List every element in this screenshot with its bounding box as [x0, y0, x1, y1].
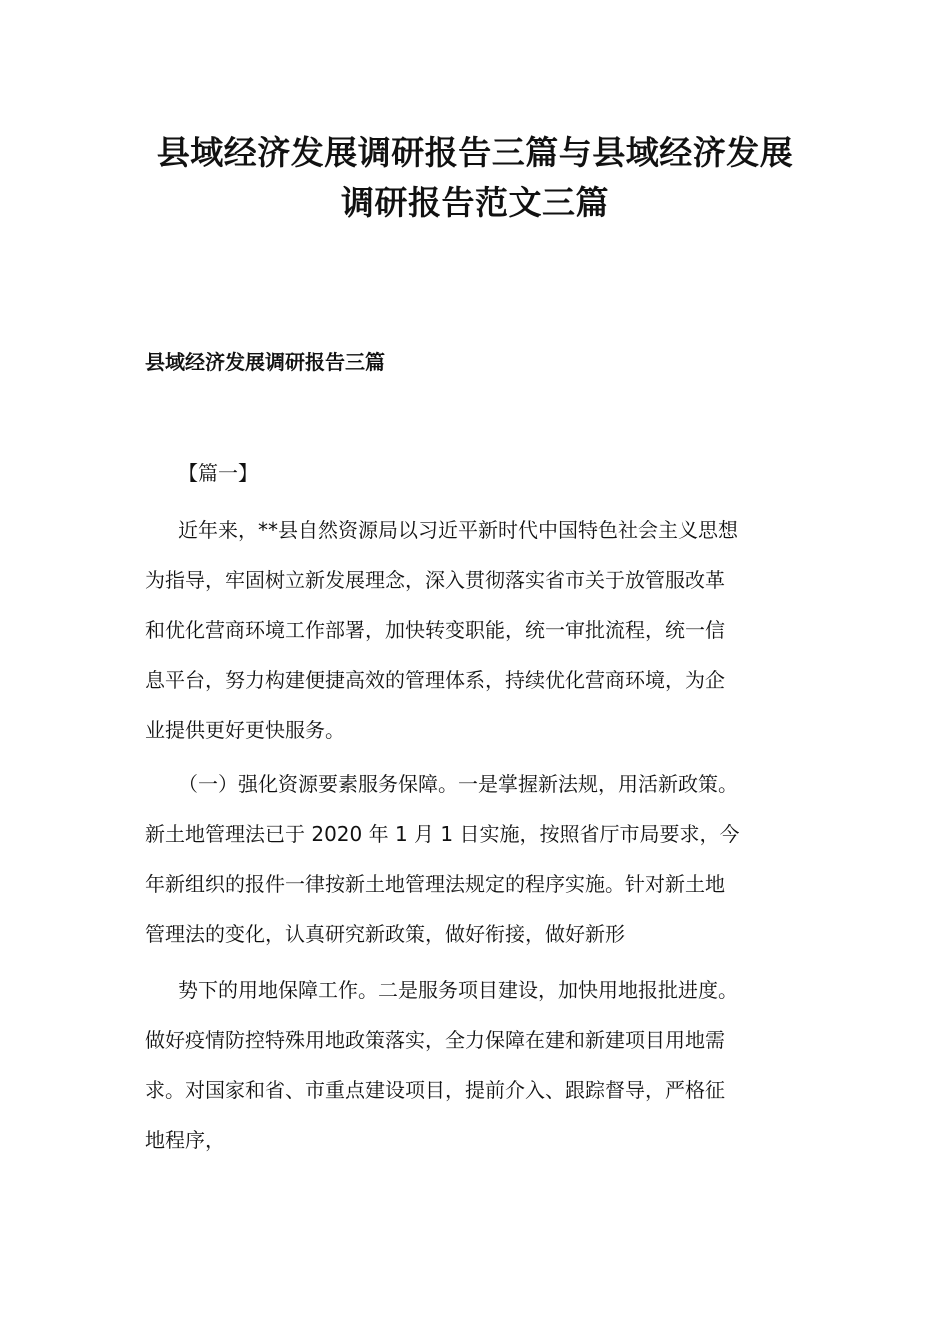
paragraph-line: （一）强化资源要素服务保障。一是掌握新法规，用活新政策。 — [178, 772, 738, 796]
paragraph-line: 近年来，**县自然资源局以习近平新时代中国特色社会主义思想 — [178, 518, 738, 542]
document-title-line-1: 县域经济发展调研报告三篇与县域经济发展 — [156, 133, 794, 172]
section-heading: 县域经济发展调研报告三篇 — [145, 350, 385, 374]
paragraph-line: 业提供更好更快服务。 — [145, 718, 345, 742]
paragraph-line: 息平台，努力构建便捷高效的管理体系，持续优化营商环境，为企 — [145, 668, 725, 692]
paragraph-line: 管理法的变化，认真研究新政策，做好衔接，做好新形 — [145, 922, 625, 946]
part-label: 【篇一】 — [178, 461, 258, 485]
document-title-line-2: 调研报告范文三篇 — [341, 183, 609, 222]
paragraph-line: 和优化营商环境工作部署，加快转变职能，统一审批流程，统一信 — [145, 618, 725, 642]
paragraph-line: 求。对国家和省、市重点建设项目，提前介入、跟踪督导，严格征 — [145, 1078, 725, 1102]
paragraph-line: 做好疫情防控特殊用地政策落实，全力保障在建和新建项目用地需 — [145, 1028, 725, 1052]
paragraph-line: 新土地管理法已于 2020 年 1 月 1 日实施，按照省厅市局要求，今 — [145, 822, 740, 846]
paragraph-line: 为指导，牢固树立新发展理念，深入贯彻落实省市关于放管服改革 — [145, 568, 725, 592]
paragraph-intro — [145, 505, 805, 755]
paragraph-line: 年新组织的报件一律按新土地管理法规定的程序实施。针对新土地 — [145, 872, 725, 896]
paragraph-line: 势下的用地保障工作。二是服务项目建设，加快用地报批进度。 — [178, 978, 738, 1002]
paragraph-section-one — [145, 759, 805, 959]
paragraph-line: 地程序， — [145, 1128, 225, 1152]
document-title — [100, 128, 850, 228]
paragraph-continuation — [145, 965, 805, 1165]
